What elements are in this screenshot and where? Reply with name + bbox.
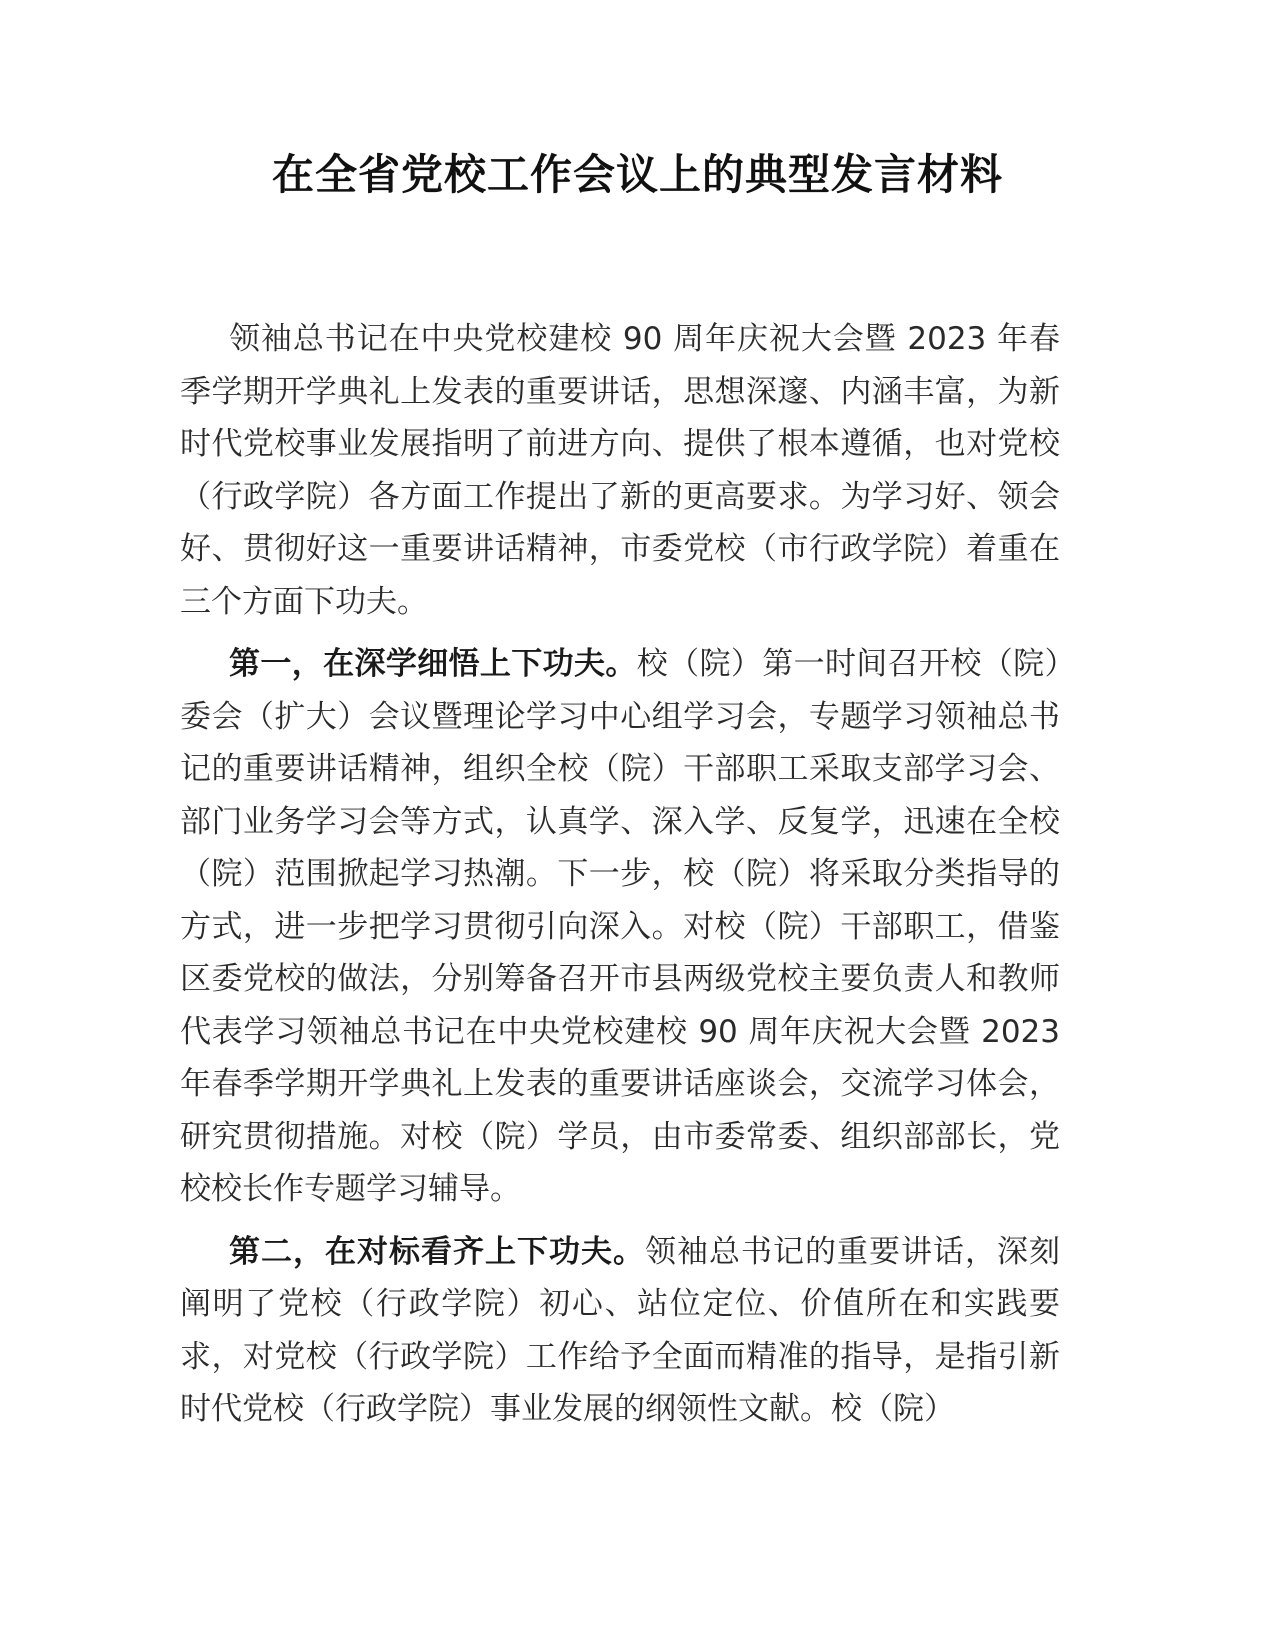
paragraph-text: 领袖总书记的重要讲话，深刻阐明了党校（行政学院）初心、站位定位、价值所在和实践要求，对党校（行政学院）工作给予全面而精准的指导，是指引新时代党校（行政学院）事业发展的纲领性文献。校（院） bbox=[180, 1233, 1060, 1427]
paragraph-text: 校（院）第一时间召开校（院）委会（扩大）会议暨理论学习中心组学习会，专题学习领袖总书记的重要讲话精神，组织全校（院）干部职工采取支部学习会、部门业务学习会等方式，认真学、深入学、反复学，迅速在全校（院）范围掀起学习热潮。下一步，校（院）将采取分类指导的方式，进一步把学习贯彻引向深入。对校（院）干部职工，借鉴区委党校的做法，分别筹备召开市县两级党校主要负责人和教师代表学习领袖总书记在中央党校建校 90 周年庆祝大会暨 2023 年春季学期开学典礼上发表的重要讲话座谈会，交流学习体会，研究贯彻措施。对校（院）学员，由市委常委、组织部部长，党校校长作专题学习辅导。 bbox=[180, 646, 1060, 1207]
section-two-heading: 第二，在对标看齐上下功夫。 bbox=[229, 1233, 645, 1270]
intro-paragraph bbox=[180, 313, 1060, 628]
section-one-paragraph bbox=[180, 638, 1060, 1216]
paragraph-text: 领袖总书记在中央党校建校 90 周年庆祝大会暨 2023 年春季学期开学典礼上发表的重要讲话，思想深邃、内涵丰富，为新时代党校事业发展指明了前进方向、提供了根本遵循，也对党校（行政学院）各方面工作提出了新的更高要求。为学习好、领会好、贯彻好这一重要讲话精神，市委党校（市行政学院）着重在三个方面下功夫。 bbox=[180, 321, 1060, 620]
section-two-paragraph bbox=[180, 1226, 1060, 1436]
document-title: 在全省党校工作会议上的典型发言材料 bbox=[271, 150, 1003, 199]
document-body bbox=[180, 313, 1060, 1446]
section-one-heading: 第一，在深学细悟上下功夫。 bbox=[229, 646, 637, 682]
